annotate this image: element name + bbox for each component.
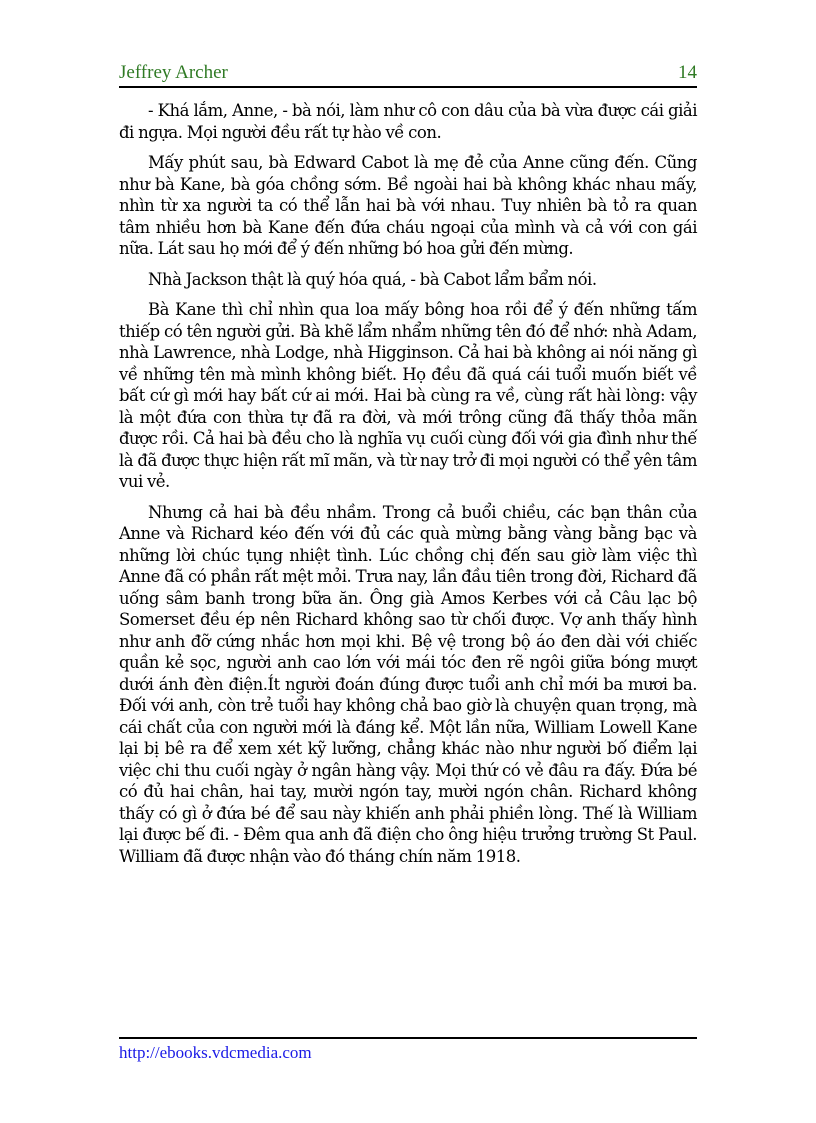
- footer-link[interactable]: http://ebooks.vdcmedia.com: [119, 1043, 312, 1062]
- page-number: 14: [678, 62, 697, 83]
- paragraph: Bà Kane thì chỉ nhìn qua loa mấy bông hoa rồi để ý đến những tấm thiếp có tên người gửi. Bà khẽ lẩm nhẩm những tên đó để nhớ: nhà Adam, nhà Lawrence, nhà Lodge, nhà Higginson. Cả hai bà không ai nói năng gì về những tên mà mình không biết. Họ đều đã quá cái tuổi muốn biết về bất cứ gì mới hay bất cứ ai mới. Hai bà cùng ra về, cùng rất hài lòng: vậy là một đứa con thừa tự đã ra đời, và mới trông cũng đã thấy thỏa mãn được rồi. Cả hai bà đều cho là nghĩa vụ cuối cùng đối với gia đình như thế là đã được thực hiện rất mĩ mãn, và từ nay trở đi mọi người có thể yên tâm vui vẻ.: [119, 300, 697, 491]
- footer-divider: [119, 1037, 697, 1039]
- page-header: [119, 62, 697, 86]
- paragraph: Nhà Jackson thật là quý hóa quá, - bà Cabot lẩm bẩm nói.: [148, 269, 597, 289]
- header-divider: [119, 86, 697, 88]
- paragraph: - Khá lắm, Anne, - bà nói, làm như cô con dâu của bà vừa được cái giải đi ngựa. Mọi người đều rất tự hào về con.: [119, 101, 697, 142]
- book-author: Jeffrey Archer: [119, 62, 228, 83]
- paragraph: Mấy phút sau, bà Edward Cabot là mẹ đẻ của Anne cũng đến. Cũng như bà Kane, bà góa chồng sớm. Bề ngoài hai bà không khác nhau mấy, nhìn từ xa người ta có thể lẫn hai bà với nhau. Tuy nhiên bà tỏ ra quan tâm nhiều hơn bà Kane đến đứa cháu ngoại của mình và cả với con gái nữa. Lát sau họ mới để ý đến những bó hoa gửi đến mừng.: [119, 153, 697, 258]
- page-body: [119, 100, 697, 876]
- paragraph: Nhưng cả hai bà đều nhầm. Trong cả buổi chiều, các bạn thân của Anne và Richard kéo đến với đủ các quà mừng bằng vàng bằng bạc và những lời chúc tụng nhiệt tình. Lúc chồng chị đến sau giờ làm việc thì Anne đã có phần rất mệt mỏi. Trưa nay, lần đầu tiên trong đời, Richard đã uống sâm banh trong bữa ăn. Ông già Amos Kerbes với cả Câu lạc bộ Somerset đều ép nên Richard không sao từ chối được. Vợ anh thấy hình như anh đỡ cứng nhắc hơn mọi khi. Bệ vệ trong bộ áo đen dài với chiếc quần kẻ sọc, người anh cao lớn với mái tóc đen rẽ ngôi giữa bóng mượt dưới ánh đèn điện.Ít người đoán đúng được tuổi anh chỉ mới ba mươi ba. Đối với anh, còn trẻ tuổi hay không chả bao giờ là chuyện quan trọng, mà cái chất của con người mới là đáng kể. Một lần nữa, William Lowell Kane lại bị bê ra để xem xét kỹ lưỡng, chẳng khác nào như người bố điểm lại việc chi thu cuối ngày ở ngân hàng vậy. Mọi thứ có vẻ đâu ra đấy. Đứa bé có đủ hai chân, hai tay, mười ngón tay, mười ngón chân. Richard không thấy có gì ở đứa bé để sau này khiến anh phải phiền lòng. Thế là William lại được bế đi. - Đêm qua anh đã điện cho ông hiệu trưởng trường St Paul. William đã được nhận vào đó tháng chín năm 1918.: [119, 502, 697, 866]
